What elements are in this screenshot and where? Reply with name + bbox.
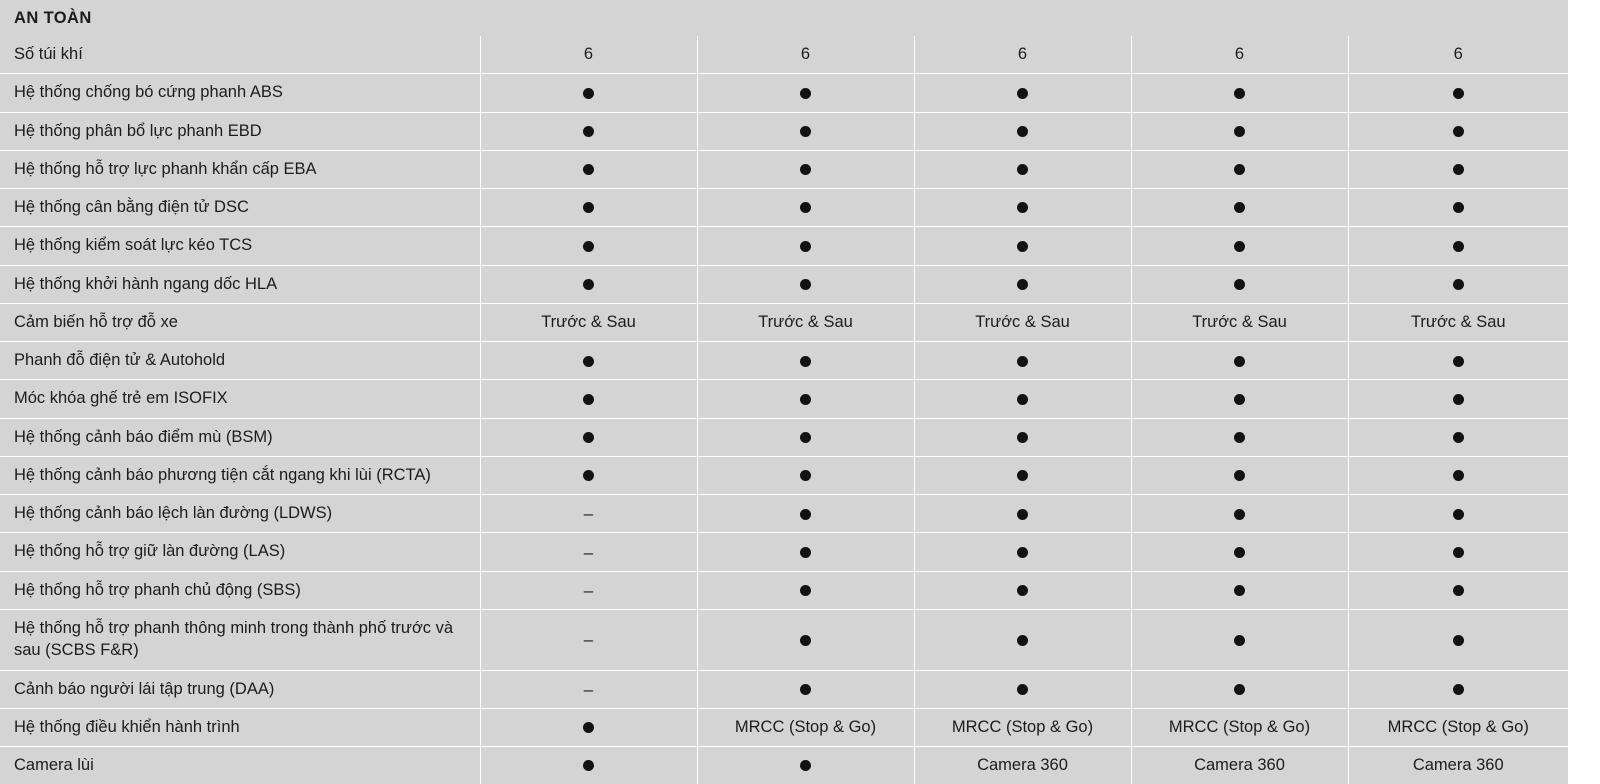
availability-dot-icon — [697, 342, 914, 380]
spec-label: Số túi khí — [0, 36, 480, 74]
table-row — [0, 708, 1568, 746]
spec-label: Hệ thống cảnh báo phương tiện cắt ngang khi lùi (RCTA) — [0, 456, 480, 494]
spec-label: Hệ thống hỗ trợ giữ làn đường (LAS) — [0, 533, 480, 571]
dot-icon — [1017, 509, 1028, 520]
availability-dot-icon — [1348, 112, 1568, 150]
availability-dot-icon — [914, 456, 1131, 494]
table-row — [0, 227, 1568, 265]
dot-icon — [1017, 164, 1028, 175]
table-row — [0, 495, 1568, 533]
spec-label: Hệ thống kiểm soát lực kéo TCS — [0, 227, 480, 265]
dot-icon — [1453, 547, 1464, 558]
spec-label: Hệ thống khởi hành ngang dốc HLA — [0, 265, 480, 303]
availability-dot-icon — [1131, 533, 1348, 571]
dot-icon — [1234, 241, 1245, 252]
dot-icon — [583, 279, 594, 290]
dot-icon — [1234, 356, 1245, 367]
dash-icon: – — [583, 679, 594, 699]
availability-dot-icon — [1131, 609, 1348, 670]
dot-icon — [1453, 394, 1464, 405]
dot-icon — [800, 509, 811, 520]
dot-icon — [1234, 585, 1245, 596]
spec-label: Móc khóa ghế trẻ em ISOFIX — [0, 380, 480, 418]
availability-dot-icon — [697, 189, 914, 227]
spec-value: Camera 360 — [1131, 747, 1348, 784]
section-header-row — [0, 0, 1568, 36]
dot-icon — [800, 126, 811, 137]
availability-dot-icon — [1348, 571, 1568, 609]
availability-dot-icon — [480, 74, 697, 112]
dot-icon — [1234, 394, 1245, 405]
spec-value: MRCC (Stop & Go) — [697, 708, 914, 746]
availability-dot-icon — [914, 533, 1131, 571]
availability-dot-icon — [914, 150, 1131, 188]
dot-icon — [800, 202, 811, 213]
not-available-dash-icon — [480, 495, 697, 533]
table-row — [0, 112, 1568, 150]
dot-icon — [1453, 684, 1464, 695]
availability-dot-icon — [1348, 495, 1568, 533]
spec-value: Trước & Sau — [697, 303, 914, 341]
spec-label: Cảm biến hỗ trợ đỗ xe — [0, 303, 480, 341]
availability-dot-icon — [914, 609, 1131, 670]
availability-dot-icon — [480, 150, 697, 188]
availability-dot-icon — [697, 380, 914, 418]
availability-dot-icon — [1348, 150, 1568, 188]
table-row — [0, 456, 1568, 494]
availability-dot-icon — [480, 265, 697, 303]
availability-dot-icon — [697, 112, 914, 150]
availability-dot-icon — [697, 670, 914, 708]
table-row — [0, 571, 1568, 609]
dot-icon — [1453, 164, 1464, 175]
dot-icon — [1017, 470, 1028, 481]
dot-icon — [800, 547, 811, 558]
availability-dot-icon — [1348, 74, 1568, 112]
dot-icon — [1234, 126, 1245, 137]
table-row — [0, 150, 1568, 188]
table-row — [0, 418, 1568, 456]
availability-dot-icon — [914, 189, 1131, 227]
dot-icon — [800, 470, 811, 481]
availability-dot-icon — [1131, 112, 1348, 150]
availability-dot-icon — [697, 533, 914, 571]
table-row — [0, 747, 1568, 784]
availability-dot-icon — [480, 708, 697, 746]
spec-value: Camera 360 — [1348, 747, 1568, 784]
availability-dot-icon — [697, 265, 914, 303]
availability-dot-icon — [1131, 456, 1348, 494]
dot-icon — [1017, 279, 1028, 290]
availability-dot-icon — [1348, 533, 1568, 571]
dot-icon — [800, 432, 811, 443]
dot-icon — [1453, 509, 1464, 520]
dot-icon — [1453, 356, 1464, 367]
availability-dot-icon — [1348, 670, 1568, 708]
availability-dot-icon — [1131, 418, 1348, 456]
dot-icon — [583, 470, 594, 481]
dot-icon — [1017, 241, 1028, 252]
dot-icon — [1017, 356, 1028, 367]
dot-icon — [583, 202, 594, 213]
spec-value: 6 — [480, 36, 697, 74]
not-available-dash-icon — [480, 571, 697, 609]
dot-icon — [1234, 88, 1245, 99]
spec-value: 6 — [914, 36, 1131, 74]
spec-label: Camera lùi — [0, 747, 480, 784]
spec-value: Trước & Sau — [914, 303, 1131, 341]
availability-dot-icon — [480, 456, 697, 494]
dot-icon — [1453, 585, 1464, 596]
availability-dot-icon — [1131, 150, 1348, 188]
availability-dot-icon — [914, 74, 1131, 112]
dot-icon — [1453, 88, 1464, 99]
dot-icon — [1453, 241, 1464, 252]
availability-dot-icon — [914, 380, 1131, 418]
availability-dot-icon — [1348, 265, 1568, 303]
spec-label: Hệ thống cân bằng điện tử DSC — [0, 189, 480, 227]
dot-icon — [1453, 202, 1464, 213]
dot-icon — [1234, 547, 1245, 558]
availability-dot-icon — [1131, 495, 1348, 533]
dot-icon — [583, 432, 594, 443]
availability-dot-icon — [1131, 265, 1348, 303]
table-row — [0, 74, 1568, 112]
spec-value: MRCC (Stop & Go) — [1348, 708, 1568, 746]
dot-icon — [583, 394, 594, 405]
spec-label: Cảnh báo người lái tập trung (DAA) — [0, 670, 480, 708]
dot-icon — [1234, 684, 1245, 695]
spec-value: MRCC (Stop & Go) — [1131, 708, 1348, 746]
table-row — [0, 380, 1568, 418]
availability-dot-icon — [697, 150, 914, 188]
spec-label: Hệ thống chống bó cứng phanh ABS — [0, 74, 480, 112]
dot-icon — [800, 635, 811, 646]
spec-label: Hệ thống hỗ trợ lực phanh khẩn cấp EBA — [0, 150, 480, 188]
spec-label: Hệ thống hỗ trợ phanh thông minh trong thành phố trước và sau (SCBS F&R) — [0, 609, 480, 670]
dash-icon: – — [583, 580, 594, 600]
availability-dot-icon — [914, 670, 1131, 708]
availability-dot-icon — [914, 112, 1131, 150]
availability-dot-icon — [697, 747, 914, 784]
spec-value: Trước & Sau — [1131, 303, 1348, 341]
availability-dot-icon — [697, 418, 914, 456]
availability-dot-icon — [1131, 227, 1348, 265]
availability-dot-icon — [697, 74, 914, 112]
table-row — [0, 36, 1568, 74]
availability-dot-icon — [697, 571, 914, 609]
dot-icon — [1017, 126, 1028, 137]
availability-dot-icon — [1131, 571, 1348, 609]
spec-value: Trước & Sau — [1348, 303, 1568, 341]
dot-icon — [1234, 432, 1245, 443]
dot-icon — [583, 126, 594, 137]
availability-dot-icon — [1348, 609, 1568, 670]
dash-icon: – — [583, 504, 594, 524]
availability-dot-icon — [1131, 670, 1348, 708]
dash-icon: – — [583, 542, 594, 562]
dot-icon — [1017, 202, 1028, 213]
dot-icon — [1017, 88, 1028, 99]
spec-value: Camera 360 — [914, 747, 1131, 784]
dot-icon — [1017, 547, 1028, 558]
dot-icon — [1234, 509, 1245, 520]
availability-dot-icon — [697, 456, 914, 494]
section-title: AN TOÀN — [0, 0, 1568, 36]
not-available-dash-icon — [480, 670, 697, 708]
dot-icon — [800, 164, 811, 175]
availability-dot-icon — [1348, 227, 1568, 265]
dot-icon — [1453, 470, 1464, 481]
dot-icon — [1234, 470, 1245, 481]
spec-value: 6 — [1131, 36, 1348, 74]
dot-icon — [800, 684, 811, 695]
dot-icon — [1017, 635, 1028, 646]
table-row — [0, 533, 1568, 571]
spec-value: 6 — [697, 36, 914, 74]
availability-dot-icon — [1348, 418, 1568, 456]
table-row — [0, 609, 1568, 670]
dot-icon — [800, 279, 811, 290]
spec-label: Phanh đỗ điện tử & Autohold — [0, 342, 480, 380]
availability-dot-icon — [480, 342, 697, 380]
availability-dot-icon — [914, 227, 1131, 265]
dot-icon — [583, 241, 594, 252]
table-row — [0, 670, 1568, 708]
dot-icon — [800, 760, 811, 771]
not-available-dash-icon — [480, 609, 697, 670]
availability-dot-icon — [1348, 380, 1568, 418]
dot-icon — [1017, 684, 1028, 695]
availability-dot-icon — [697, 227, 914, 265]
dot-icon — [583, 760, 594, 771]
dot-icon — [1234, 202, 1245, 213]
dot-icon — [1453, 635, 1464, 646]
dot-icon — [1453, 279, 1464, 290]
dot-icon — [800, 356, 811, 367]
dot-icon — [1017, 432, 1028, 443]
spec-label: Hệ thống hỗ trợ phanh chủ động (SBS) — [0, 571, 480, 609]
dot-icon — [800, 585, 811, 596]
availability-dot-icon — [914, 342, 1131, 380]
dot-icon — [800, 394, 811, 405]
dot-icon — [1017, 585, 1028, 596]
spec-value: MRCC (Stop & Go) — [914, 708, 1131, 746]
availability-dot-icon — [480, 418, 697, 456]
table-row — [0, 342, 1568, 380]
availability-dot-icon — [480, 380, 697, 418]
dot-icon — [1234, 164, 1245, 175]
spec-value: 6 — [1348, 36, 1568, 74]
dot-icon — [1234, 635, 1245, 646]
spec-label: Hệ thống cảnh báo lệch làn đường (LDWS) — [0, 495, 480, 533]
dot-icon — [583, 88, 594, 99]
dot-icon — [800, 241, 811, 252]
table-row — [0, 189, 1568, 227]
availability-dot-icon — [914, 495, 1131, 533]
availability-dot-icon — [914, 418, 1131, 456]
availability-dot-icon — [1348, 342, 1568, 380]
dash-icon: – — [583, 630, 594, 650]
dot-icon — [800, 88, 811, 99]
availability-dot-icon — [1348, 189, 1568, 227]
spec-label: Hệ thống phân bổ lực phanh EBD — [0, 112, 480, 150]
availability-dot-icon — [1131, 189, 1348, 227]
spec-label: Hệ thống điều khiển hành trình — [0, 708, 480, 746]
dot-icon — [1453, 126, 1464, 137]
availability-dot-icon — [480, 189, 697, 227]
availability-dot-icon — [1131, 342, 1348, 380]
availability-dot-icon — [480, 747, 697, 784]
availability-dot-icon — [1348, 456, 1568, 494]
dot-icon — [1234, 279, 1245, 290]
availability-dot-icon — [697, 609, 914, 670]
dot-icon — [1453, 432, 1464, 443]
spec-label: Hệ thống cảnh báo điểm mù (BSM) — [0, 418, 480, 456]
availability-dot-icon — [1131, 74, 1348, 112]
dot-icon — [583, 722, 594, 733]
availability-dot-icon — [480, 227, 697, 265]
spec-value: Trước & Sau — [480, 303, 697, 341]
dot-icon — [583, 164, 594, 175]
table-row — [0, 265, 1568, 303]
dot-icon — [583, 356, 594, 367]
availability-dot-icon — [914, 265, 1131, 303]
availability-dot-icon — [1131, 380, 1348, 418]
table-row — [0, 303, 1568, 341]
dot-icon — [1017, 394, 1028, 405]
availability-dot-icon — [697, 495, 914, 533]
not-available-dash-icon — [480, 533, 697, 571]
availability-dot-icon — [914, 571, 1131, 609]
availability-dot-icon — [480, 112, 697, 150]
